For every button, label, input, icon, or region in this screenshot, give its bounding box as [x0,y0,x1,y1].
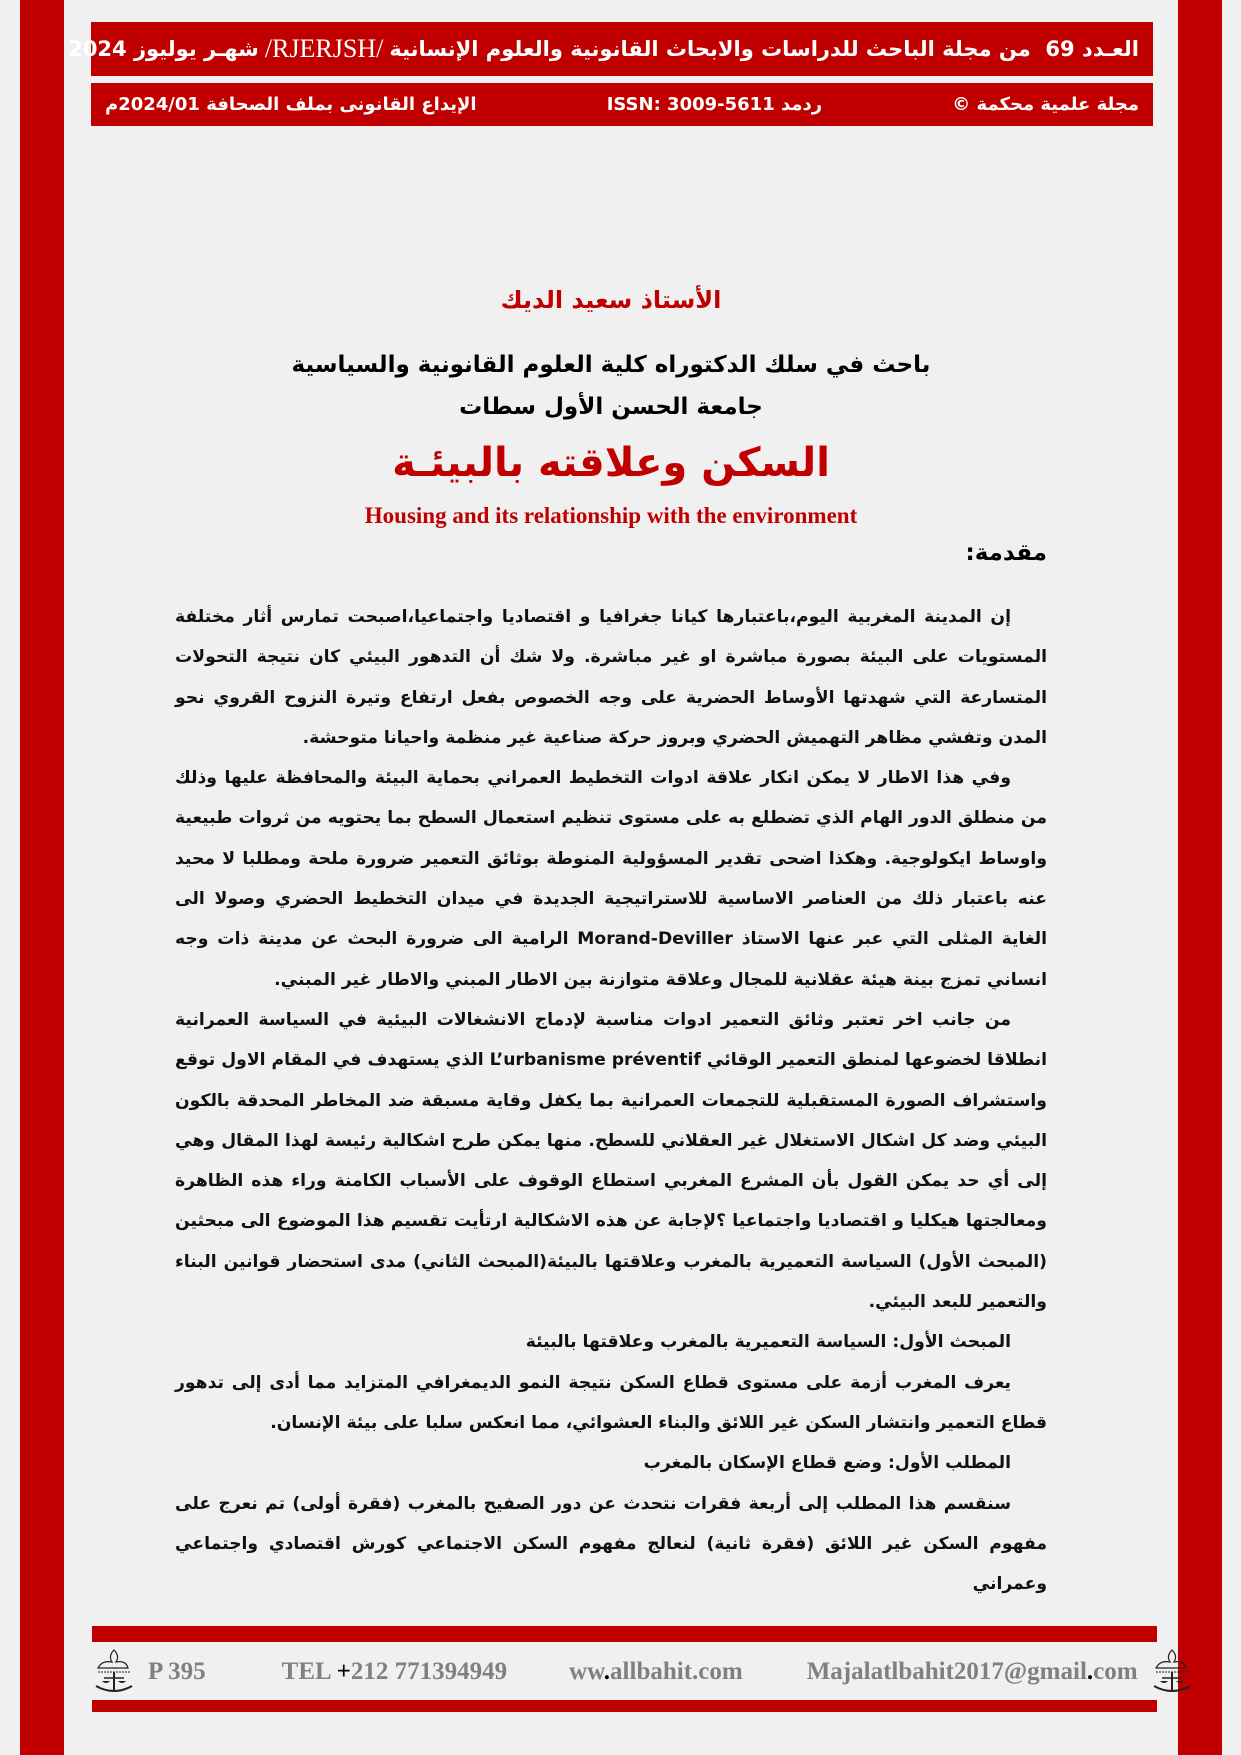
left-red-border [20,0,64,1755]
journal-logo-icon [1150,1646,1194,1698]
paragraph [175,758,1047,1000]
right-red-border [1178,0,1222,1755]
email-tld: com [1093,1658,1138,1685]
phone-number [282,1658,507,1686]
legal-deposit-label: الإيداع القانونى بملف الصحافة 2024/01م [105,94,477,115]
paragraph-text: وفي هذا الاطار لا يمكن انكار علاقة ادوات التخطيط العمراني بحماية البيئة والمحافظة عليها وذلك من منطلق الدور الهام الذي تضطلع به على مستوى تنظيم استعمال السطح بما يحتويه من ثروات طبيعية واوساط ايكولوجية. وهكذا اضحى تقدير المسؤولية المنوطة بوثائق التعمير ضرورة ملحة ومطلبا لا محيد عنه باعتبار ذلك من العناصر الاساسية للاستراتيجية الجديدة في ميدان التخطيط الحضري وصولا الى الغاية المثلى التي عبر عنها الاستاذ [175,768,1048,950]
journal-name: من مجلة الباحث للدراسات والابحاث القانونية والعلوم الإنسانية [389,37,1031,61]
journal-info-banner [91,83,1153,126]
page-number: P 395 [148,1658,206,1685]
author-affiliation [175,344,1047,428]
section-heading: المبحث الأول: السياسة التعميرية بالمغرب وعلاقتها بالبيئة [525,1332,1011,1353]
paragraph: إن المدينة المغربية اليوم،باعتبارها كيانا جغرافيا و اقتصاديا واجتماعيا،اصبحت تمارس أثار مختلفة المستويات على البيئة بصورة مباشرة او غير مباشرة. ولا شك أن التدهور البيئي كان نتيجة التحولات المتسارعة التي شهدتها الأوساط الحضرية على وجه الخصوص بفعل ارتفاع وتيرة النزوح القروي نحو المدن وتفشي مظاهر التهميش الحضري وبروز حركة صناعية غير منظمة واحيانا متوحشة. [175,607,1047,748]
email-dot: . [1086,1658,1094,1685]
paragraph: سنقسم هذا المطلب إلى أربعة فقرات نتحدث عن دور الصفيح بالمغرب (فقرة أولى) تم نعرج على مفهوم السكن غير اللائق (فقرة ثانية) لنعالج مفهوم السكن الاجتماعي كورش اقتصادي واجتماعي وعمراني [175,1493,1047,1595]
introduction-heading: مقدمة: [965,540,1047,566]
paragraph-text: الذي يستهدف في المقام الاول توقع واستشراف الصورة المستقبلية للتجمعات العمرانية بما يكفل وقاية مسبقة ضد المخاطر المحدقة بالكون البيئي وضد كل اشكال الاستغلال غير العقلاني للسطح. منها يمكن طرح اشكالية رئيسة لهذا المقال وهي إلى أي حد يمكن القول بأن المشرع المغربي استطاع الوقوف على الأسباب الكامنة وراء هذه الظاهرة ومعالجتها هيكليا و اقتصاديا واجتماعيا ؟لإجابة عن هذه الاشكالية ارتأيت تقسيم هذا الموضوع الى مبحثين (المبحث الأول) السياسة التعميرية بالمغرب وعلاقتها بالبيئة(المبحث الثاني) مدى استحضار قوانين البناء والتعمير للبعد البيئي. [175,1050,1047,1313]
journal-header-banner [68,22,1153,76]
footer-bottom-band [92,1700,1157,1712]
issue-number: العـدد 69 [1045,37,1139,61]
email-user: Majalatlbahit2017@gmail [806,1658,1087,1685]
affiliation-line-2: جامعة الحسن الأول سطات [459,394,763,420]
paragraph: يعرف المغرب أزمة على مستوى قطاع السكن نتيجة النمو الديمغرافي المتزايد مما أدى إلى تدهور قطاع التعمير وانتشار السكن غير اللائق والبناء العشوائي، مما انعكس سلبا على بيئة الإنسان. [175,1372,1047,1433]
tel-plus: + [336,1658,351,1685]
refereed-label: مجلة علمية محكمة © [952,94,1139,115]
website-link[interactable] [569,1658,743,1686]
issn-label: ردمد ISSN: 3009-5611 [606,94,823,115]
affiliation-line-1: باحث في سلك الدكتوراه كلية العلوم القانونية والسياسية [291,352,931,378]
web-suffix: allbahit.com [610,1658,743,1685]
subsection-heading: المطلب الأول: وضع قطاع الإسكان بالمغرب [643,1453,1011,1474]
paragraph-text: الرامية الى ضرورة البحث عن مدينة ذات وجه انساني تمزج بينة هيئة عقلانية للمجال وعلاقة متوازنة بين الاطار المبني والاطار غير المبني. [175,929,1047,990]
tel-label: TEL [281,1658,331,1685]
web-dot: . [603,1658,611,1685]
journal-logo-icon [92,1646,136,1698]
article-title-arabic: السكن وعلاقته بالبيئـة [392,440,830,486]
article-title-english: Housing and its relationship with the environment [364,503,858,528]
tel-digits: 212 771394949 [350,1658,508,1685]
footer-top-band [92,1626,1157,1642]
paragraph-text: من جانب اخر تعتبر وثائق التعمير ادوات مناسبة لإدماج الانشغالات البيئية في السياسة العمرانية انطلاقا لخضوعها لمنطق التعمير الوقائي [175,1009,1047,1071]
page-footer [92,1646,1157,1698]
french-term: L’urbanisme préventif [489,1050,701,1071]
article-body [175,597,1047,1604]
author-name: الأستاذ سعيد الديك [500,286,722,314]
cited-author: Morand-Deviller [577,929,733,950]
issue-month: شهـر يوليوز 2024 [68,37,259,61]
journal-code: /RJERJSH/ [264,34,384,63]
web-prefix: ww [569,1658,604,1685]
paragraph [175,1000,1047,1322]
email-link[interactable] [807,1658,1138,1686]
